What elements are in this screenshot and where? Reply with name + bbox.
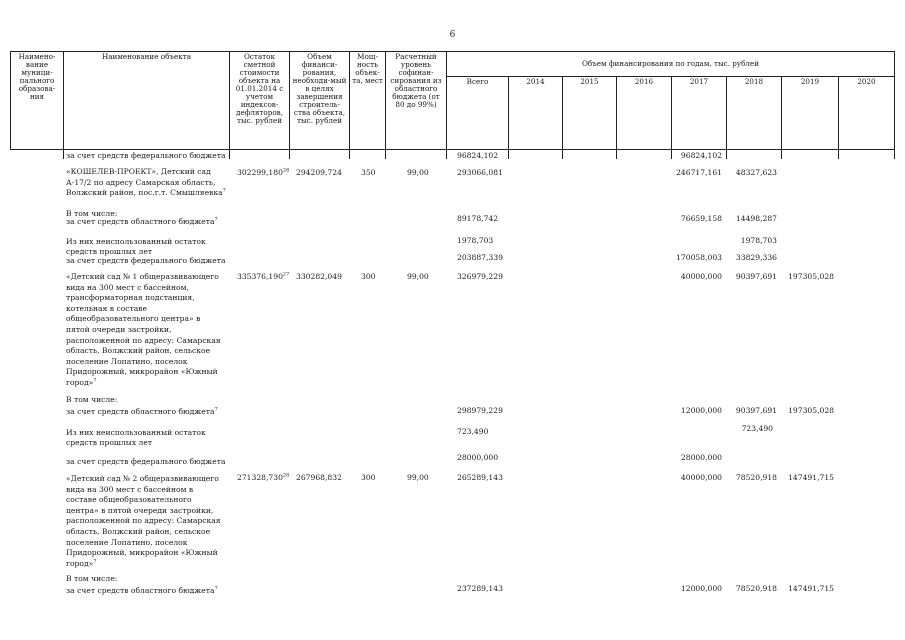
footnote-mark: 28 (282, 472, 290, 479)
row-2017: 12000,000 (680, 406, 722, 415)
row-2018: 90397,691 (735, 406, 777, 415)
row-label: за счет средств федерального бюджета (66, 151, 226, 160)
capacity-value: 350 (361, 168, 376, 177)
header-by-years: Объем финансирования по годам, тыс. рублей (446, 51, 895, 77)
footnote-mark: 26 (282, 167, 290, 174)
row-label: за счет средств федерального бюджета (66, 256, 226, 265)
row-2017: 12000,000 (680, 584, 722, 593)
row-label-text: за счет средств областного бюджета (66, 407, 215, 416)
row-label: Из них неиспользованный остаток средств прошлых лет (66, 428, 206, 447)
footnote-mark: 7 (214, 585, 218, 592)
header-year-2017: 2017 (671, 76, 727, 150)
row-label (66, 217, 218, 227)
object-name-text: «Детский сад № 1 общеразвивающего вида на 300 мест с бассейном, трансформаторная подстанция, котельная в составе общеобразовательного центра» в пятой очереди застройки, расположенной по адресу: Самарская область, Волжский район, сельское поселение Лопатино, поселок Придорожный, микрорайон «Южный город» (66, 272, 221, 387)
row-2018: 78520,918 (735, 473, 777, 482)
row-2018: 90397,691 (735, 272, 777, 281)
row-label: за счет средств федерального бюджета (66, 457, 226, 466)
footnote-mark: 7 (222, 187, 226, 194)
object-name (66, 167, 226, 199)
header-remaining: Остаток сметной стоимости объекта на 01.01.2014 с учетом индексов-дефляторов, тыс. рублей (229, 51, 290, 150)
row-total: 1978,703 (457, 236, 494, 245)
object-name-text: «КОШЕЛЕВ-ПРОЕКТ», Детский сад А-17/2 по адресу Самарская область, Волжский район, пос.г.т. Смышляевка (66, 167, 223, 198)
object-name-text: «Детский сад № 2 общеразвивающего вида на 300 мест с бассейном в составе общеобразовательного центра» в пятой очереди застройки, расположенной по адресу: Самарская область, Волжский район, сельское поселение Лопатино, поселок Придорожный, микрорайон «Южный город» (66, 474, 221, 568)
row-total: 96824,102 (457, 151, 499, 160)
row-label (66, 586, 218, 596)
header-object: Наименование объекта (63, 51, 230, 150)
header-year-2016: 2016 (616, 76, 672, 150)
remaining-value (237, 272, 289, 282)
header-year-2019: 2019 (781, 76, 839, 150)
row-2017: 28000,000 (680, 453, 722, 462)
row-total: 28000,000 (457, 453, 499, 462)
row-total: 326979,229 (457, 272, 503, 281)
remaining-value (237, 168, 289, 178)
row-2017: 76659,158 (680, 214, 722, 223)
row-2019: 147491,715 (788, 584, 834, 593)
row-total: 298979,229 (457, 406, 503, 415)
header-year-2020: 2020 (838, 76, 895, 150)
financing-value: 330282,049 (296, 272, 342, 281)
footnote-mark: 7 (214, 406, 218, 413)
row-total: 723,490 (457, 427, 489, 436)
remaining-value-text: 335376,190 (237, 272, 283, 281)
row-2017: 170058,003 (676, 253, 722, 262)
row-2018: 78520,918 (735, 584, 777, 593)
capacity-value: 300 (361, 272, 376, 281)
page-number: 6 (449, 30, 456, 40)
row-2017: 246717,161 (676, 168, 722, 177)
remaining-value (237, 473, 289, 483)
row-2018: 48327,623 (735, 168, 777, 177)
row-label-text: за счет средств областного бюджета (66, 217, 215, 226)
row-total: 89178,742 (457, 214, 499, 223)
row-2018: 33829,336 (735, 253, 777, 262)
header-financing: Объем финанси-рования, необходи-мый в целях завершения строитель-ства объекта, тыс. рублей (289, 51, 350, 150)
object-name (66, 272, 224, 389)
capacity-value: 300 (361, 473, 376, 482)
row-2018: 14498,287 (735, 214, 777, 223)
row-total: 265289,143 (457, 473, 503, 482)
row-total: 237289,143 (457, 584, 503, 593)
financing-value: 294209,724 (296, 168, 342, 177)
financing-value: 267968,832 (296, 473, 342, 482)
row-2019: 197305,028 (788, 272, 834, 281)
header-cofinancing: Расчетный уровень софинан-сирования из областного бюджета (от 80 до 99%) (385, 51, 447, 150)
header-municipality: Наимено-вание муници-пального образова-ния (10, 51, 64, 150)
row-label: Из них неиспользованный остаток средств прошлых лет (66, 237, 206, 256)
remaining-value-text: 271328,730 (237, 473, 283, 482)
header-year-2015: 2015 (562, 76, 617, 150)
object-name (66, 474, 226, 569)
footnote-mark: 27 (282, 271, 290, 278)
footnote-mark: 7 (93, 558, 97, 565)
footnote-mark: 7 (93, 377, 97, 384)
header-total: Всего (446, 76, 509, 150)
row-2019: 147491,715 (788, 473, 834, 482)
header-year-2014: 2014 (508, 76, 563, 150)
header-capacity: Мощ-ность объек-та, мест (349, 51, 386, 150)
row-label (66, 407, 218, 417)
row-2018: 1978,703 (740, 236, 777, 245)
row-2017: 40000,000 (680, 473, 722, 482)
row-total: 293066,081 (457, 168, 503, 177)
row-total: 203887,339 (457, 253, 503, 262)
row-2017: 96824,102 (680, 151, 722, 160)
remaining-value-text: 302299,180 (237, 168, 283, 177)
header-year-2018: 2018 (726, 76, 782, 150)
row-2017: 40000,000 (680, 272, 722, 281)
row-label: В том числе: (66, 395, 118, 404)
cofinancing-value: 99,00 (407, 473, 429, 482)
cofinancing-value: 99,00 (407, 168, 429, 177)
row-label-text: за счет средств областного бюджета (66, 586, 215, 595)
cofinancing-value: 99,00 (407, 272, 429, 281)
row-label: В том числе: (66, 209, 118, 218)
row-2018: 723,490 (741, 424, 773, 433)
footnote-mark: 7 (214, 216, 218, 223)
row-2019: 197305,028 (788, 406, 834, 415)
row-label: В том числе: (66, 574, 118, 583)
